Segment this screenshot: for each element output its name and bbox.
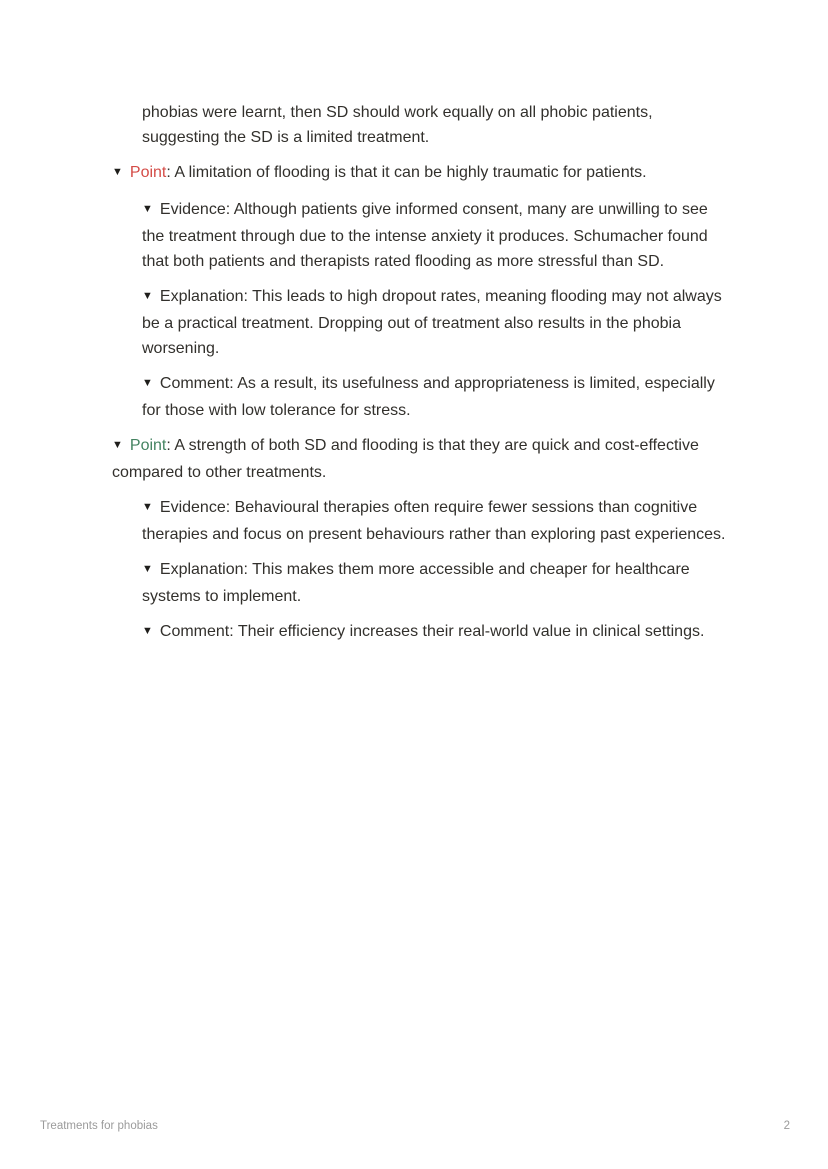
explanation-text: : This makes them more accessible and cheaper for healthcare systems to implement. xyxy=(142,561,690,605)
footer-page-number: 2 xyxy=(783,1120,790,1132)
point-text: : A strength of both SD and flooding is that they are quick and cost-effective compared to other treatments. xyxy=(112,437,699,481)
comment-text: : As a result, its usefulness and appropriateness is limited, especially for those with low tolerance for stress. xyxy=(142,375,715,419)
point-label: Point xyxy=(129,164,167,181)
toggle-evidence-2 xyxy=(142,495,728,547)
toggle-triangle-icon: ▼ xyxy=(112,439,123,451)
footer-title: Treatments for phobias xyxy=(40,1120,158,1132)
point-text: : A limitation of flooding is that it can be highly traumatic for patients. xyxy=(166,164,647,181)
document-content xyxy=(112,100,728,656)
comment-text: : Their efficiency increases their real-world value in clinical settings. xyxy=(229,623,705,640)
continuation-paragraph: phobias were learnt, then SD should work equally on all phobic patients, suggesting the SD is a limited treatment. xyxy=(142,104,653,146)
toggle-explanation-1 xyxy=(142,284,728,361)
toggle-point-2 xyxy=(112,433,728,485)
toggle-triangle-icon: ▼ xyxy=(142,290,153,302)
toggle-explanation-2 xyxy=(142,557,728,609)
page-footer xyxy=(40,1119,790,1133)
comment-label: Comment xyxy=(159,375,230,392)
toggle-triangle-icon: ▼ xyxy=(142,563,153,575)
evidence-text: : Behavioural therapies often require fewer sessions than cognitive therapies and focus on present behaviours rather than exploring past experiences. xyxy=(142,499,726,543)
evidence-label: Evidence xyxy=(159,201,226,218)
evidence-label: Evidence xyxy=(159,499,226,516)
toggle-triangle-icon: ▼ xyxy=(112,166,123,178)
comment-label: Comment xyxy=(159,623,230,640)
toggle-triangle-icon: ▼ xyxy=(142,625,153,637)
evidence-text: : Although patients give informed consent, many are unwilling to see the treatment through due to the intense anxiety it produces. Schumacher found that both patients and therapists rated flooding as more stressful than SD. xyxy=(142,201,708,270)
point-label: Point xyxy=(129,437,167,454)
toggle-comment-1 xyxy=(142,371,728,423)
toggle-triangle-icon: ▼ xyxy=(142,203,153,215)
explanation-label: Explanation xyxy=(159,561,244,578)
toggle-evidence-1 xyxy=(142,197,728,274)
toggle-triangle-icon: ▼ xyxy=(142,377,153,389)
toggle-triangle-icon: ▼ xyxy=(142,501,153,513)
explanation-label: Explanation xyxy=(159,288,244,305)
explanation-text: : This leads to high dropout rates, meaning flooding may not always be a practical treatment. Dropping out of treatment also results in the phobia worsening. xyxy=(142,288,722,357)
toggle-point-1 xyxy=(112,160,728,187)
toggle-comment-2 xyxy=(142,619,728,646)
